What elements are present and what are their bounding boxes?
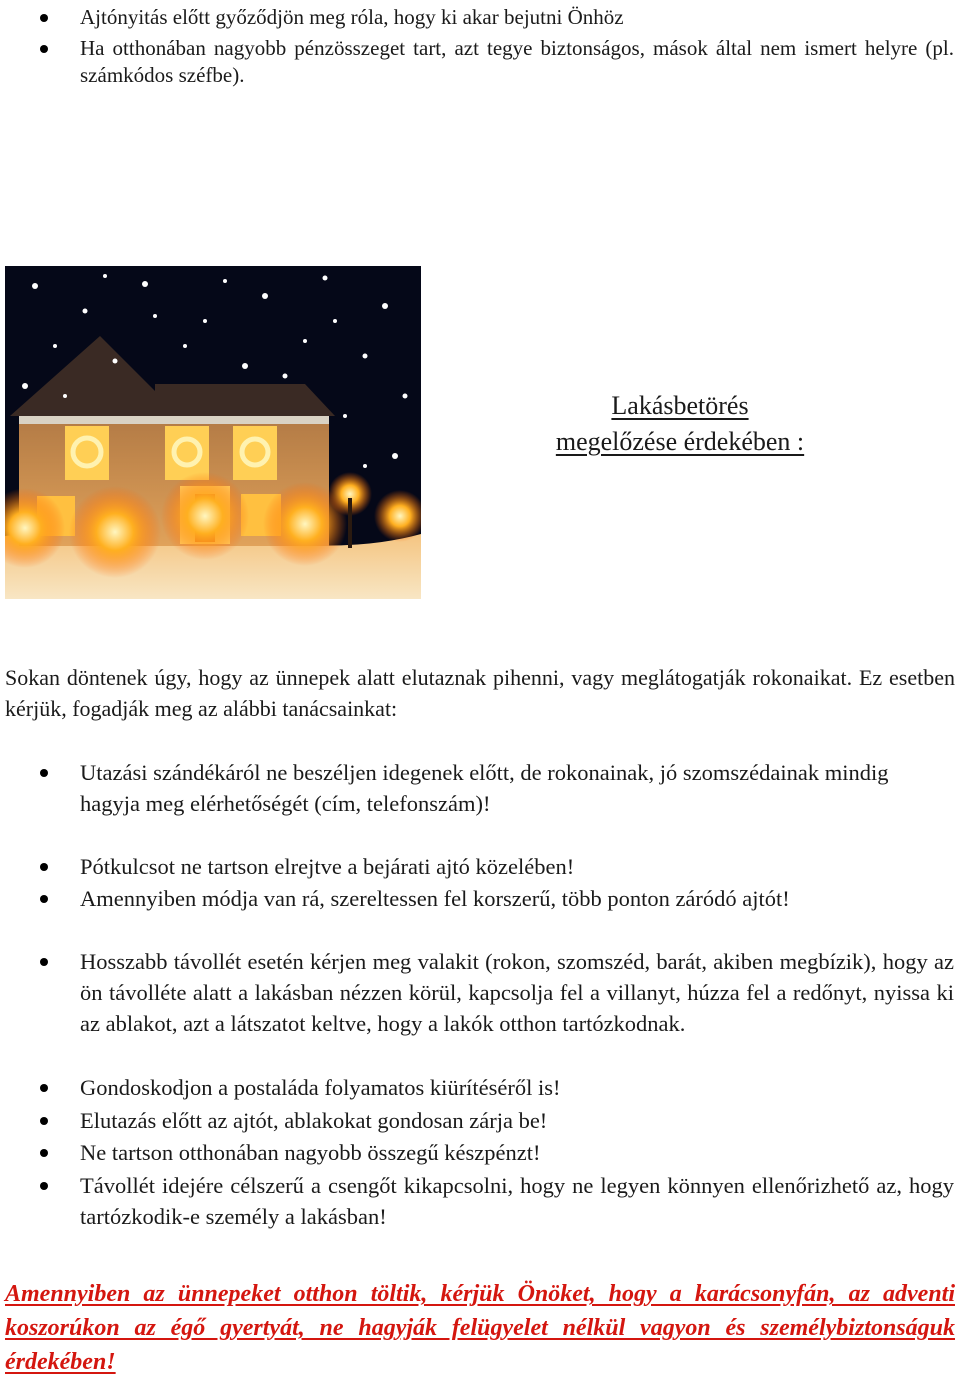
house-illustration bbox=[5, 266, 421, 599]
list-item-text: Amennyiben módja van rá, szereltessen fel korszerű, több ponton záródó ajtót! bbox=[80, 886, 790, 911]
list-item-text: Ha otthonában nagyobb pénzösszeget tart, azt tegye biztonságos, mások által nem ismert helyre (pl. számkódos széfbe). bbox=[80, 36, 954, 87]
list-item-text: Hosszabb távollét esetén kérjen meg valakit (rokon, szomszéd, barát, akiben megbízik), hogy az ön távolléte alatt a lakásban nézzen körül, kapcsolja fel a villanyt, húzza fel a redőnyt, nyissa ki az ablakot, azt a látszatot keltve, hogy a lakók otthon tartózkodnak. bbox=[80, 949, 954, 1036]
christmas-house-photo bbox=[5, 266, 421, 599]
bullet-icon bbox=[40, 14, 48, 22]
warning-text: Amennyiben az ünnepeket otthon töltik, kérjük Önöket, hogy a karácsonyfán, az adventi koszorúkon az égő gyertyát, ne hagyják felügyelet nélkül vagyon és személybiztonságuk érdekében! bbox=[5, 1281, 955, 1375]
list-item bbox=[80, 883, 954, 914]
list-item bbox=[80, 1170, 954, 1232]
bullet-icon bbox=[40, 1182, 48, 1190]
list-item-text: Távollét idejére célszerű a csengőt kikapcsolni, hogy ne legyen könnyen ellenőrizhető az, hogy tartózkodik-e személy a lakásban! bbox=[80, 1173, 954, 1229]
bullet-icon bbox=[40, 769, 48, 777]
bullet-icon bbox=[40, 1149, 48, 1157]
list-item bbox=[80, 4, 954, 31]
page-title bbox=[430, 388, 930, 460]
bullet-icon bbox=[40, 45, 48, 53]
bullet-icon bbox=[40, 1117, 48, 1125]
list-item-text: Gondoskodjon a postaláda folyamatos kiürítéséről is! bbox=[80, 1075, 561, 1100]
bullet-icon bbox=[40, 863, 48, 871]
title-line-1: Lakásbetörés bbox=[611, 391, 749, 420]
list-item bbox=[80, 946, 954, 1039]
bullet-icon bbox=[40, 1084, 48, 1092]
bullet-icon bbox=[40, 895, 48, 903]
list-item bbox=[80, 851, 954, 882]
list-item-text: Utazási szándékáról ne beszéljen idegenek előtt, de rokonainak, jó szomszédainak mindig hagyja meg elérhetőségét (cím, telefonszám)! bbox=[80, 760, 889, 816]
list-item bbox=[80, 1137, 954, 1168]
list-item-text: Pótkulcsot ne tartson elrejtve a bejárati ajtó közelében! bbox=[80, 854, 575, 879]
title-line-2: megelőzése érdekében : bbox=[555, 427, 805, 456]
list-item-text: Ajtónyitás előtt győződjön meg róla, hogy ki akar bejutni Önhöz bbox=[80, 5, 624, 29]
list-item-text: Ne tartson otthonában nagyobb összegű készpénzt! bbox=[80, 1140, 541, 1165]
list-item bbox=[80, 1072, 954, 1103]
list-item bbox=[80, 35, 954, 89]
intro-paragraph: Sokan döntenek úgy, hogy az ünnepek alatt elutaznak pihenni, vagy meglátogatják rokonaikat. Ez esetben kérjük, fogadják meg az alábbi tanácsainkat: bbox=[5, 665, 955, 721]
list-item-text: Elutazás előtt az ajtót, ablakokat gondosan zárja be! bbox=[80, 1108, 548, 1133]
list-item bbox=[80, 757, 954, 819]
bullet-icon bbox=[40, 958, 48, 966]
list-item bbox=[80, 1105, 954, 1136]
